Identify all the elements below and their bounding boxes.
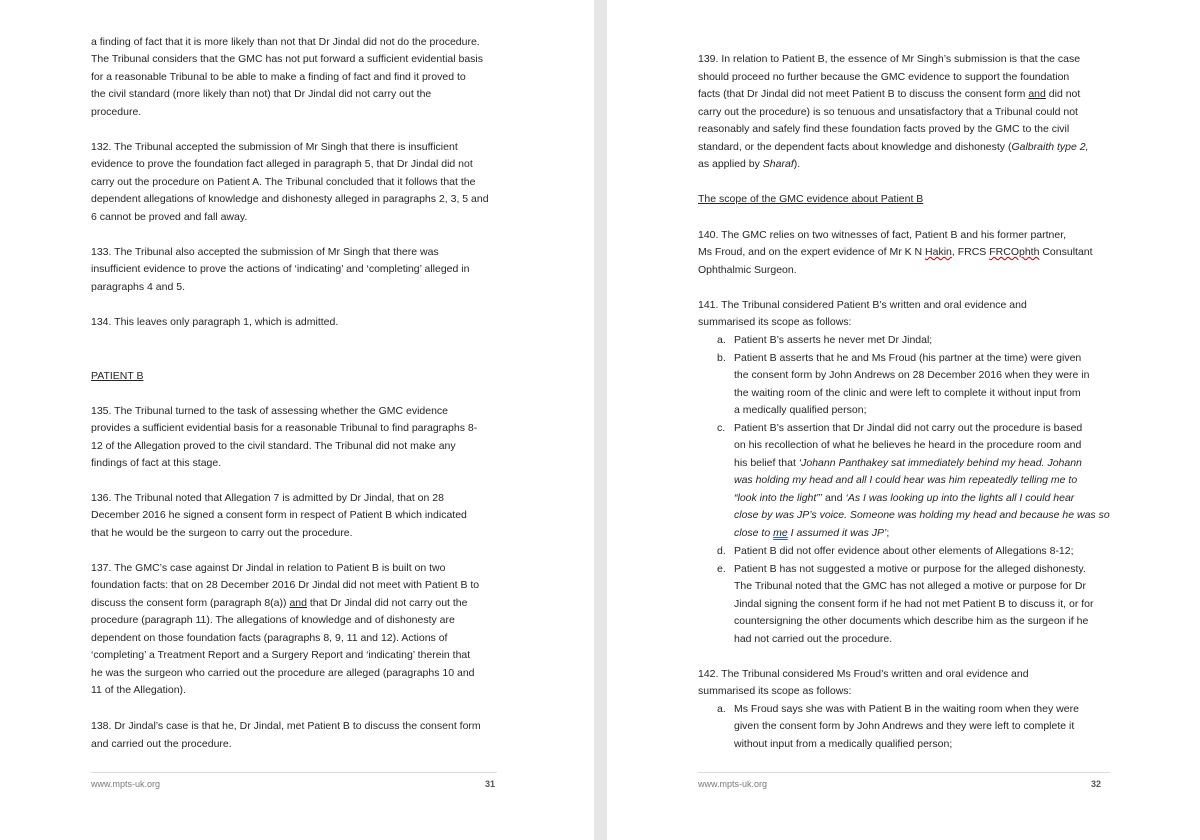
text-line [734,526,889,540]
text-line: findings of fact at this stage. [91,457,222,469]
italic-quote: close by was JP’s voice. Someone was holding my head and because he was so [734,509,1110,521]
paragraph-141-line: 141. The Tribunal considered Patient B’s written and oral evidence and [698,299,1027,311]
footer-url: www.mpts-uk.org [91,779,161,789]
text-line: carry out the procedure on Patient A. The Tribunal concluded that it follows that the [91,176,476,188]
paragraph-136-line: 136. The Tribunal noted that Allegation 7 is admitted by Dr Jindal, that on 28 [91,492,444,504]
section-heading-patient-b: PATIENT B [91,370,144,382]
italic-quote: close to [734,527,774,539]
text-line: ‘completing’ a Treatment Report and a Surgery Report and ‘indicating’ therein that [91,649,471,661]
paragraph-133-line: 133. The Tribunal also accepted the submission of Mr Singh that there was [91,246,439,258]
text-line: dependent allegations of knowledge and dishonesty alleged in paragraphs 2, 3, 5 and [91,193,489,205]
text-run: ). [793,158,801,170]
text-line: carry out the procedure) is so tenuous and unsatisfactory that a Tribunal could not [698,106,1078,118]
text-line: for a reasonable Tribunal to be able to make a finding of fact and find it proved to [91,71,466,83]
text-run: discuss the consent form (paragraph 8(a)) [91,597,290,609]
list-marker: d. [717,545,726,557]
text-line: Ophthalmic Surgeon. [698,264,797,276]
text-line: insufficient evidence to prove the actions of ‘indicating’ and ‘completing’ alleged in [91,263,470,275]
paragraph-140-line: 140. The GMC relies on two witnesses of fact, Patient B and his former partner, [698,229,1067,241]
text-line: summarised its scope as follows: [698,316,852,328]
text-line: the consent form by John Andrews on 28 December 2016 when they were in [734,369,1090,381]
text-line: 12 of the Allegation proved to the civil standard. The Tribunal did not make any [91,440,456,452]
text-line [698,140,1089,154]
list-marker: a. [717,334,726,346]
text-line: a medically qualified person; [734,404,867,416]
text-line: given the consent form by John Andrews and they were left to complete it [734,720,1075,732]
italic-quote: ‘Johann Panthakey sat immediately behind my head. Johann [798,457,1082,469]
italic-citation: Galbraith type 2, [1011,141,1089,153]
text-line: a finding of fact that it is more likely than not that Dr Jindal did not do the procedure. [91,36,480,48]
footer-divider [91,772,497,773]
text-line: reasonably and safely find these foundation facts proved by the GMC to the civil [698,123,1070,135]
text-line: should proceed no further because the GMC evidence to support the foundation [698,71,1070,83]
text-line [734,491,1074,505]
list-item: Patient B’s asserts he never met Dr Jindal; [734,334,933,346]
text-line [734,456,1082,470]
text-line: on his recollection of what he believes he heard in the procedure room and [734,439,1082,451]
text-line: the civil standard (more likely than not) that Dr Jindal did not carry out the [91,88,432,100]
text-line [698,87,1080,101]
list-item: Patient B did not offer evidence about other elements of Allegations 8-12; [734,545,1074,557]
list-item: Patient B’s assertion that Dr Jindal did not carry out the procedure is based [734,422,1083,434]
italic-quote: ‘As I was looking up into the lights all I could hear [845,492,1075,504]
paragraph-142-line: 142. The Tribunal considered Ms Froud’s written and oral evidence and [698,668,1029,680]
italic-quote: I assumed it was JP’ [787,527,887,539]
paragraph-135-line: 135. The Tribunal turned to the task of assessing whether the GMC evidence [91,405,449,417]
text-line: 11 of the Allegation). [91,684,186,696]
list-marker: c. [717,422,726,434]
grammar-flag-word: me [773,527,788,539]
list-item: Patient B has not suggested a motive or purpose for the alleged dishonesty. [734,563,1086,575]
text-run: as applied by [698,158,763,170]
list-marker: e. [717,563,726,575]
text-line [91,596,467,610]
text-run: that Dr Jindal did not carry out the [306,597,468,609]
text-line [698,157,800,171]
text-run: facts (that Dr Jindal did not meet Patient B to discuss the consent form [698,88,1029,100]
text-run: Ms Froud, and on the expert evidence of Mr K N [698,246,926,258]
text-line: Jindal signing the consent form if he had not met Patient B to discuss it, or for [734,598,1094,610]
list-marker: b. [717,352,726,364]
text-line: The Tribunal noted that the GMC has not alleged a motive or purpose for Dr [734,580,1086,592]
text-line: 6 cannot be proved and fall away. [91,211,248,223]
page-number: 31 [485,779,496,789]
section-heading-scope: The scope of the GMC evidence about Patient B [698,193,924,205]
text-line: evidence to prove the foundation fact alleged in paragraph 5, that Dr Jindal did not [91,158,473,170]
text-line: dependent on those foundation facts (paragraphs 8, 9, 11 and 12). Actions of [91,632,448,644]
text-run: Consultant [1039,246,1093,258]
document-page-32 [607,0,1200,840]
paragraph-139-line: 139. In relation to Patient B, the essence of Mr Singh’s submission is that the case [698,53,1081,65]
list-item: Ms Froud says she was with Patient B in the waiting room when they were [734,703,1079,715]
text-run: , FRCS [951,246,990,258]
spellcheck-word: FRCOphth [989,246,1040,258]
text-line: that he would be the surgeon to carry out the procedure. [91,527,353,539]
text-line: the waiting room of the clinic and were left to complete it without input from [734,387,1081,399]
text-line: paragraphs 4 and 5. [91,281,185,293]
paragraph-138-line: 138. Dr Jindal’s case is that he, Dr Jindal, met Patient B to discuss the consent form [91,720,481,732]
text-run: and [822,492,846,504]
text-line: without input from a medically qualified person; [734,738,953,750]
footer-divider [698,772,1110,773]
underlined-word: and [1028,88,1046,100]
text-line: December 2016 he signed a consent form in respect of Patient B which indicated [91,509,467,521]
text-line: had not carried out the procedure. [734,633,893,645]
text-line: foundation facts: that on 28 December 2016 Dr Jindal did not meet with Patient B to [91,579,480,591]
text-line: procedure (paragraph 11). The allegations of knowledge and of dishonesty are [91,614,455,626]
italic-citation: Sharaf [762,158,794,170]
text-line: he was the surgeon who carried out the procedure are alleged (paragraphs 10 and [91,667,475,679]
paragraph-134-line: 134. This leaves only paragraph 1, which is admitted. [91,316,339,328]
text-line: and carried out the procedure. [91,738,232,750]
text-line: countersigning the other documents which describe him as the surgeon if he [734,615,1089,627]
paragraph-137-line: 137. The GMC’s case against Dr Jindal in relation to Patient B is built on two [91,562,446,574]
footer-url: www.mpts-uk.org [698,779,768,789]
spellcheck-word: Hakin [925,246,952,258]
text-run: ; [886,527,890,539]
text-line: summarised its scope as follows: [698,685,852,697]
italic-quote: “look into the light”’ [734,492,823,504]
text-run: his belief that [734,457,799,469]
text-line: provides a sufficient evidential basis for a reasonable Tribunal to find paragraphs 8- [91,422,478,434]
text-line: The Tribunal considers that the GMC has not put forward a sufficient evidential basis [91,53,484,65]
text-line [698,245,1093,259]
paragraph-132-line: 132. The Tribunal accepted the submission of Mr Singh that there is insufficient [91,141,458,153]
text-run: standard, or the dependent facts about knowledge and dishonesty ( [698,141,1012,153]
italic-quote: was holding my head and all I could hear was him repeatedly telling me to [734,474,1078,486]
list-marker: a. [717,703,726,715]
list-item: Patient B asserts that he and Ms Froud (his partner at the time) were given [734,352,1082,364]
document-page-31 [0,0,594,840]
text-run: did not [1045,88,1081,100]
text-line: procedure. [91,106,142,118]
page-number: 32 [1091,779,1102,789]
underlined-word: and [289,597,307,609]
